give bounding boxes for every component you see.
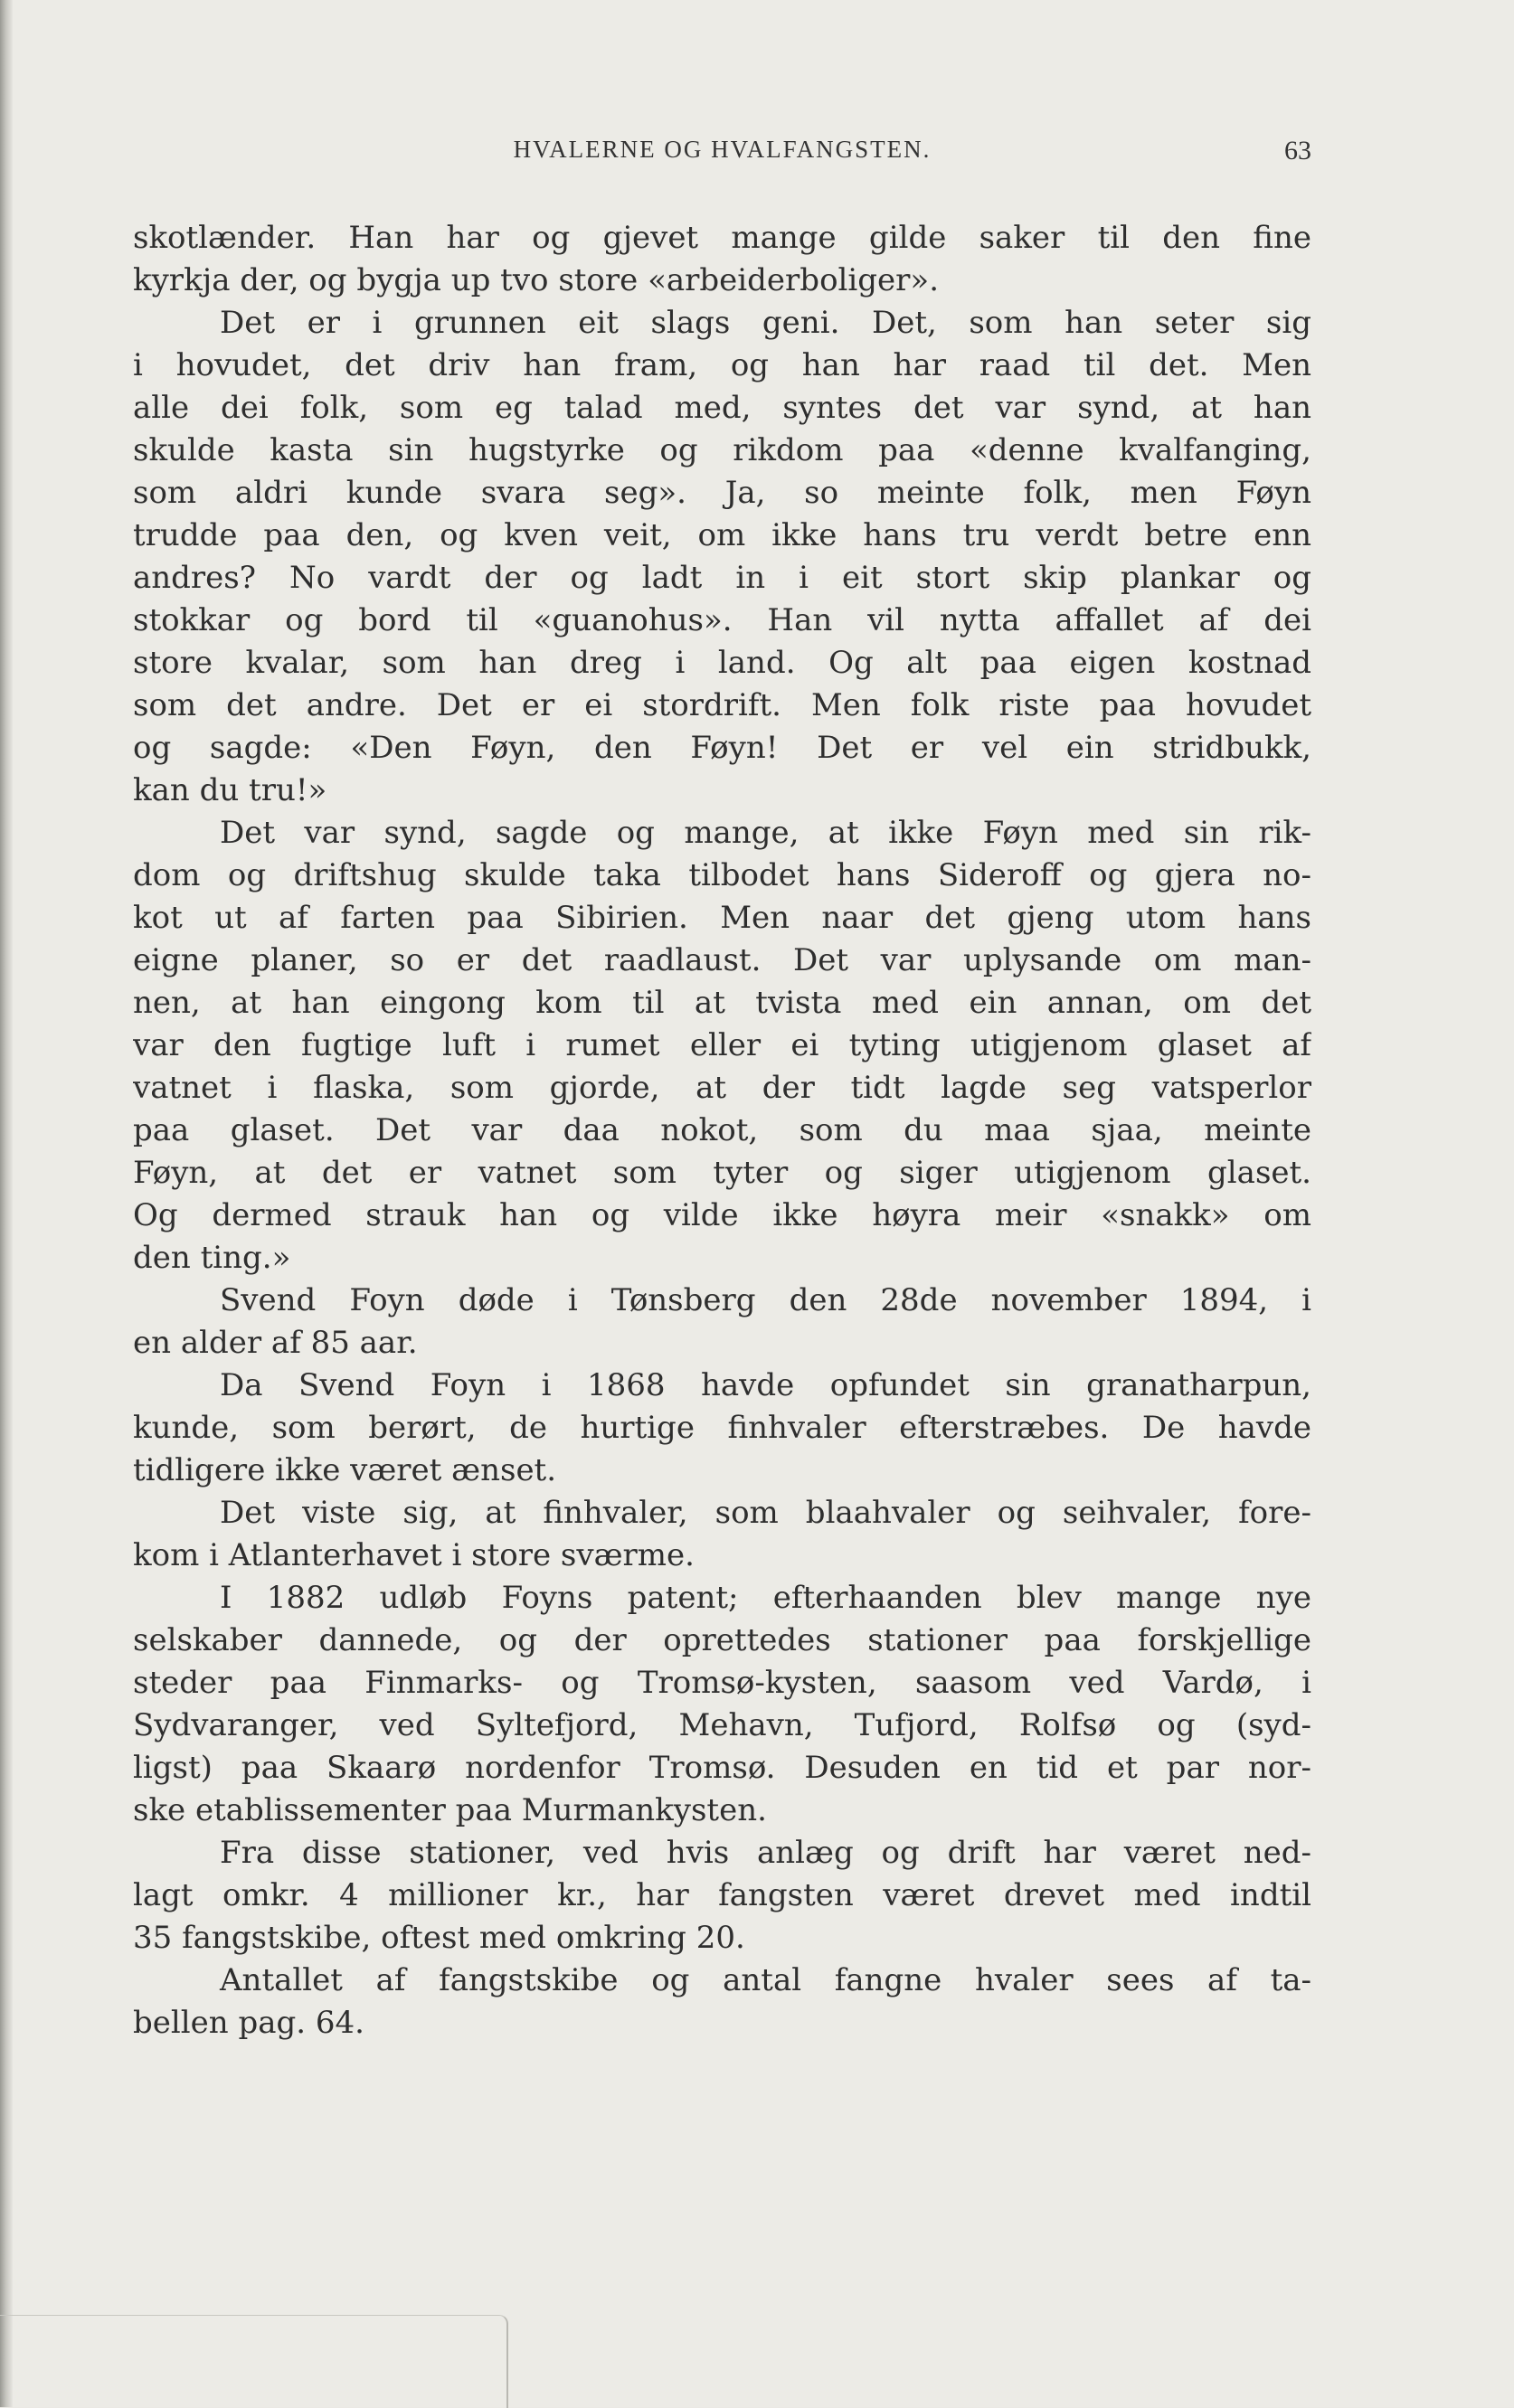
text-line: eigne planer, so er det raadlaust. Det var uplysande om man- — [133, 942, 1311, 978]
text-line: selskaber dannede, og der oprettedes stationer paa forskjellige — [133, 1622, 1311, 1658]
text-line: kyrkja der, og bygja up tvo store «arbeiderboliger». — [133, 262, 940, 298]
text-line: og sagde: «Den Føyn, den Føyn! Det er vel ein stridbukk, — [133, 730, 1311, 766]
text-line: bellen pag. 64. — [133, 2005, 364, 2041]
text-line: stokkar og bord til «guanohus». Han vil nytta affallet af dei — [133, 602, 1311, 638]
scan-corner-mark — [0, 2315, 508, 2408]
text-line: lagt omkr. 4 millioner kr., har fangsten været drevet med indtil — [133, 1877, 1311, 1913]
text-line: trudde paa den, og kven veit, om ikke hans tru verdt betre enn — [133, 517, 1311, 553]
text-line: ligst) paa Skaarø nordenfor Tromsø. Desuden en tid et par nor- — [133, 1750, 1311, 1786]
text-line: vatnet i flaska, som gjorde, at der tidt lagde seg vatsperlor — [133, 1070, 1311, 1106]
text-line: Føyn, at det er vatnet som tyter og siger utigjenom glaset. — [133, 1155, 1311, 1191]
text-line: skulde kasta sin hugstyrke og rikdom paa «denne kvalfanging, — [133, 432, 1311, 468]
page-number: 63 — [1284, 136, 1311, 165]
page-header — [133, 136, 1311, 175]
text-line: nen, at han eingong kom til at tvista med ein annan, om det — [133, 985, 1311, 1021]
text-line: steder paa Finmarks- og Tromsø-kysten, saasom ved Vardø, i — [133, 1665, 1311, 1701]
text-line: dom og driftshug skulde taka tilbodet hans Sideroff og gjera no- — [133, 857, 1311, 893]
text-line: kunde, som berørt, de hurtige finhvaler efterstræbes. De havde — [133, 1410, 1311, 1446]
text-line: Det var synd, sagde og mange, at ikke Føyn med sin rik- — [220, 815, 1311, 851]
text-line: kot ut af farten paa Sibirien. Men naar det gjeng utom hans — [133, 900, 1311, 936]
text-line: Det er i grunnen eit slags geni. Det, som han seter sig — [220, 305, 1311, 341]
text-line: Og dermed strauk han og vilde ikke høyra meir «snakk» om — [133, 1197, 1311, 1233]
page-binding-edge — [0, 0, 13, 2407]
text-line: Da Svend Foyn i 1868 havde opfundet sin granatharpun, — [220, 1367, 1311, 1403]
text-line: som det andre. Det er ei stordrift. Men folk riste paa hovudet — [133, 687, 1311, 723]
text-line: kom i Atlanterhavet i store sværme. — [133, 1537, 695, 1573]
text-line: var den fugtige luft i rumet eller ei tyting utigjenom glaset af — [133, 1027, 1311, 1063]
text-line: ske etablissementer paa Murmankysten. — [133, 1792, 767, 1828]
running-head: HVALERNE OG HVALFANGSTEN. — [513, 136, 932, 163]
text-line: Sydvaranger, ved Syltefjord, Mehavn, Tufjord, Rolfsø og (syd- — [133, 1707, 1311, 1743]
text-line: 35 fangstskibe, oftest med omkring 20. — [133, 1920, 745, 1956]
text-line: en alder af 85 aar. — [133, 1325, 418, 1361]
text-line: paa glaset. Det var daa nokot, som du maa sjaa, meinte — [133, 1112, 1311, 1148]
text-line: I 1882 udløb Foyns patent; efterhaanden blev mange nye — [220, 1580, 1311, 1616]
text-line: tidligere ikke været ænset. — [133, 1452, 557, 1488]
text-line: store kvalar, som han dreg i land. Og alt paa eigen kostnad — [133, 645, 1311, 681]
text-line: i hovudet, det driv han fram, og han har raad til det. Men — [133, 347, 1311, 383]
text-line: Fra disse stationer, ved hvis anlæg og drift har været ned- — [220, 1835, 1311, 1871]
text-line: Antallet af fangstskibe og antal fangne hvaler sees af ta- — [220, 1962, 1311, 1998]
text-line: Svend Foyn døde i Tønsberg den 28de november 1894, i — [220, 1282, 1311, 1318]
body-text — [133, 217, 1311, 2044]
text-line: skotlænder. Han har og gjevet mange gilde saker til den fine — [133, 220, 1311, 256]
text-line: kan du tru!» — [133, 772, 327, 808]
text-line: alle dei folk, som eg talad med, syntes det var synd, at han — [133, 390, 1311, 426]
text-line: som aldri kunde svara seg». Ja, so meinte folk, men Føyn — [133, 475, 1311, 511]
text-line: den ting.» — [133, 1240, 291, 1276]
text-line: andres? No vardt der og ladt in i eit stort skip plankar og — [133, 560, 1311, 596]
text-line: Det viste sig, at finhvaler, som blaahvaler og seihvaler, fore- — [220, 1495, 1311, 1531]
